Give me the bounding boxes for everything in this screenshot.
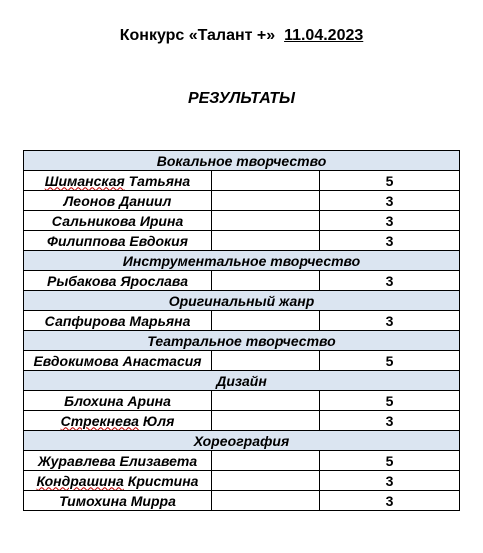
category-name: Дизайн — [24, 371, 460, 391]
participant-name — [24, 491, 212, 511]
participant-name — [24, 211, 212, 231]
participant-row — [24, 311, 460, 331]
participant-row — [24, 231, 460, 251]
participant-score: 3 — [320, 471, 460, 491]
contest-name: Конкурс «Талант +» — [119, 27, 276, 44]
participant-name — [24, 451, 212, 471]
results-table — [23, 150, 460, 511]
category-row — [24, 431, 460, 451]
participant-surname: Стрекнева — [60, 412, 139, 429]
category-row — [24, 371, 460, 391]
participant-row — [24, 191, 460, 211]
category-row — [24, 151, 460, 171]
participant-given-name: Мирра — [130, 492, 176, 509]
category-row — [24, 331, 460, 351]
participant-score: 3 — [320, 191, 460, 211]
participant-surname: Сальникова — [51, 212, 136, 229]
participant-score: 3 — [320, 231, 460, 251]
category-name: Вокальное творчество — [24, 151, 460, 171]
participant-row — [24, 411, 460, 431]
participant-name — [24, 271, 212, 291]
participant-name — [24, 231, 212, 251]
empty-cell — [212, 351, 320, 371]
participant-name — [24, 391, 212, 411]
participant-row — [24, 211, 460, 231]
participant-score: 5 — [320, 391, 460, 411]
results-table-body — [24, 151, 460, 511]
participant-given-name: Юля — [142, 412, 175, 429]
participant-surname: Шиманская — [44, 172, 125, 189]
category-name: Инструментальное творчество — [24, 251, 460, 271]
participant-given-name: Елизавета — [119, 452, 198, 469]
participant-score: 5 — [320, 351, 460, 371]
participant-name — [24, 311, 212, 331]
participant-surname: Журавлева — [37, 452, 116, 469]
participant-score: 5 — [320, 451, 460, 471]
category-name: Оригинальный жанр — [24, 291, 460, 311]
participant-row — [24, 271, 460, 291]
empty-cell — [212, 391, 320, 411]
document-title — [0, 27, 483, 45]
category-name: Театральное творчество — [24, 331, 460, 351]
participant-name — [24, 351, 212, 371]
results-heading: РЕЗУЛЬТАТЫ — [187, 90, 296, 107]
category-row — [24, 291, 460, 311]
participant-row — [24, 451, 460, 471]
empty-cell — [212, 231, 320, 251]
category-name: Хореография — [24, 431, 460, 451]
participant-given-name: Марьяна — [129, 312, 191, 329]
empty-cell — [212, 311, 320, 331]
empty-cell — [212, 411, 320, 431]
participant-given-name: Даниил — [119, 192, 172, 209]
empty-cell — [212, 471, 320, 491]
participant-surname: Рыбакова — [47, 272, 117, 289]
empty-cell — [212, 271, 320, 291]
participant-surname: Тимохина — [59, 492, 127, 509]
participant-row — [24, 391, 460, 411]
participant-given-name: Арина — [127, 392, 171, 409]
participant-row — [24, 491, 460, 511]
participant-given-name: Анастасия — [122, 352, 202, 369]
participant-surname: Леонов — [63, 192, 116, 209]
participant-given-name: Ярослава — [120, 272, 188, 289]
contest-date: 11.04.2023 — [284, 27, 364, 44]
participant-name — [24, 191, 212, 211]
participant-surname: Филиппова — [47, 232, 126, 249]
participant-score: 3 — [320, 211, 460, 231]
participant-given-name: Татьяна — [128, 172, 191, 189]
participant-given-name: Кристина — [127, 472, 199, 489]
participant-row — [24, 171, 460, 191]
participant-surname: Кондрашина — [36, 472, 124, 489]
participant-row — [24, 351, 460, 371]
participant-surname: Евдокимова — [33, 352, 119, 369]
participant-given-name: Ирина — [139, 212, 184, 229]
participant-score: 3 — [320, 411, 460, 431]
participant-score: 3 — [320, 491, 460, 511]
empty-cell — [212, 491, 320, 511]
empty-cell — [212, 451, 320, 471]
participant-name — [24, 411, 212, 431]
empty-cell — [212, 171, 320, 191]
empty-cell — [212, 191, 320, 211]
empty-cell — [212, 211, 320, 231]
participant-score: 3 — [320, 271, 460, 291]
participant-row — [24, 471, 460, 491]
participant-score: 5 — [320, 171, 460, 191]
participant-surname: Блохина — [64, 392, 124, 409]
participant-name — [24, 471, 212, 491]
category-row — [24, 251, 460, 271]
participant-surname: Сапфирова — [44, 312, 126, 329]
participant-name — [24, 171, 212, 191]
participant-given-name: Евдокия — [129, 232, 188, 249]
participant-score: 3 — [320, 311, 460, 331]
